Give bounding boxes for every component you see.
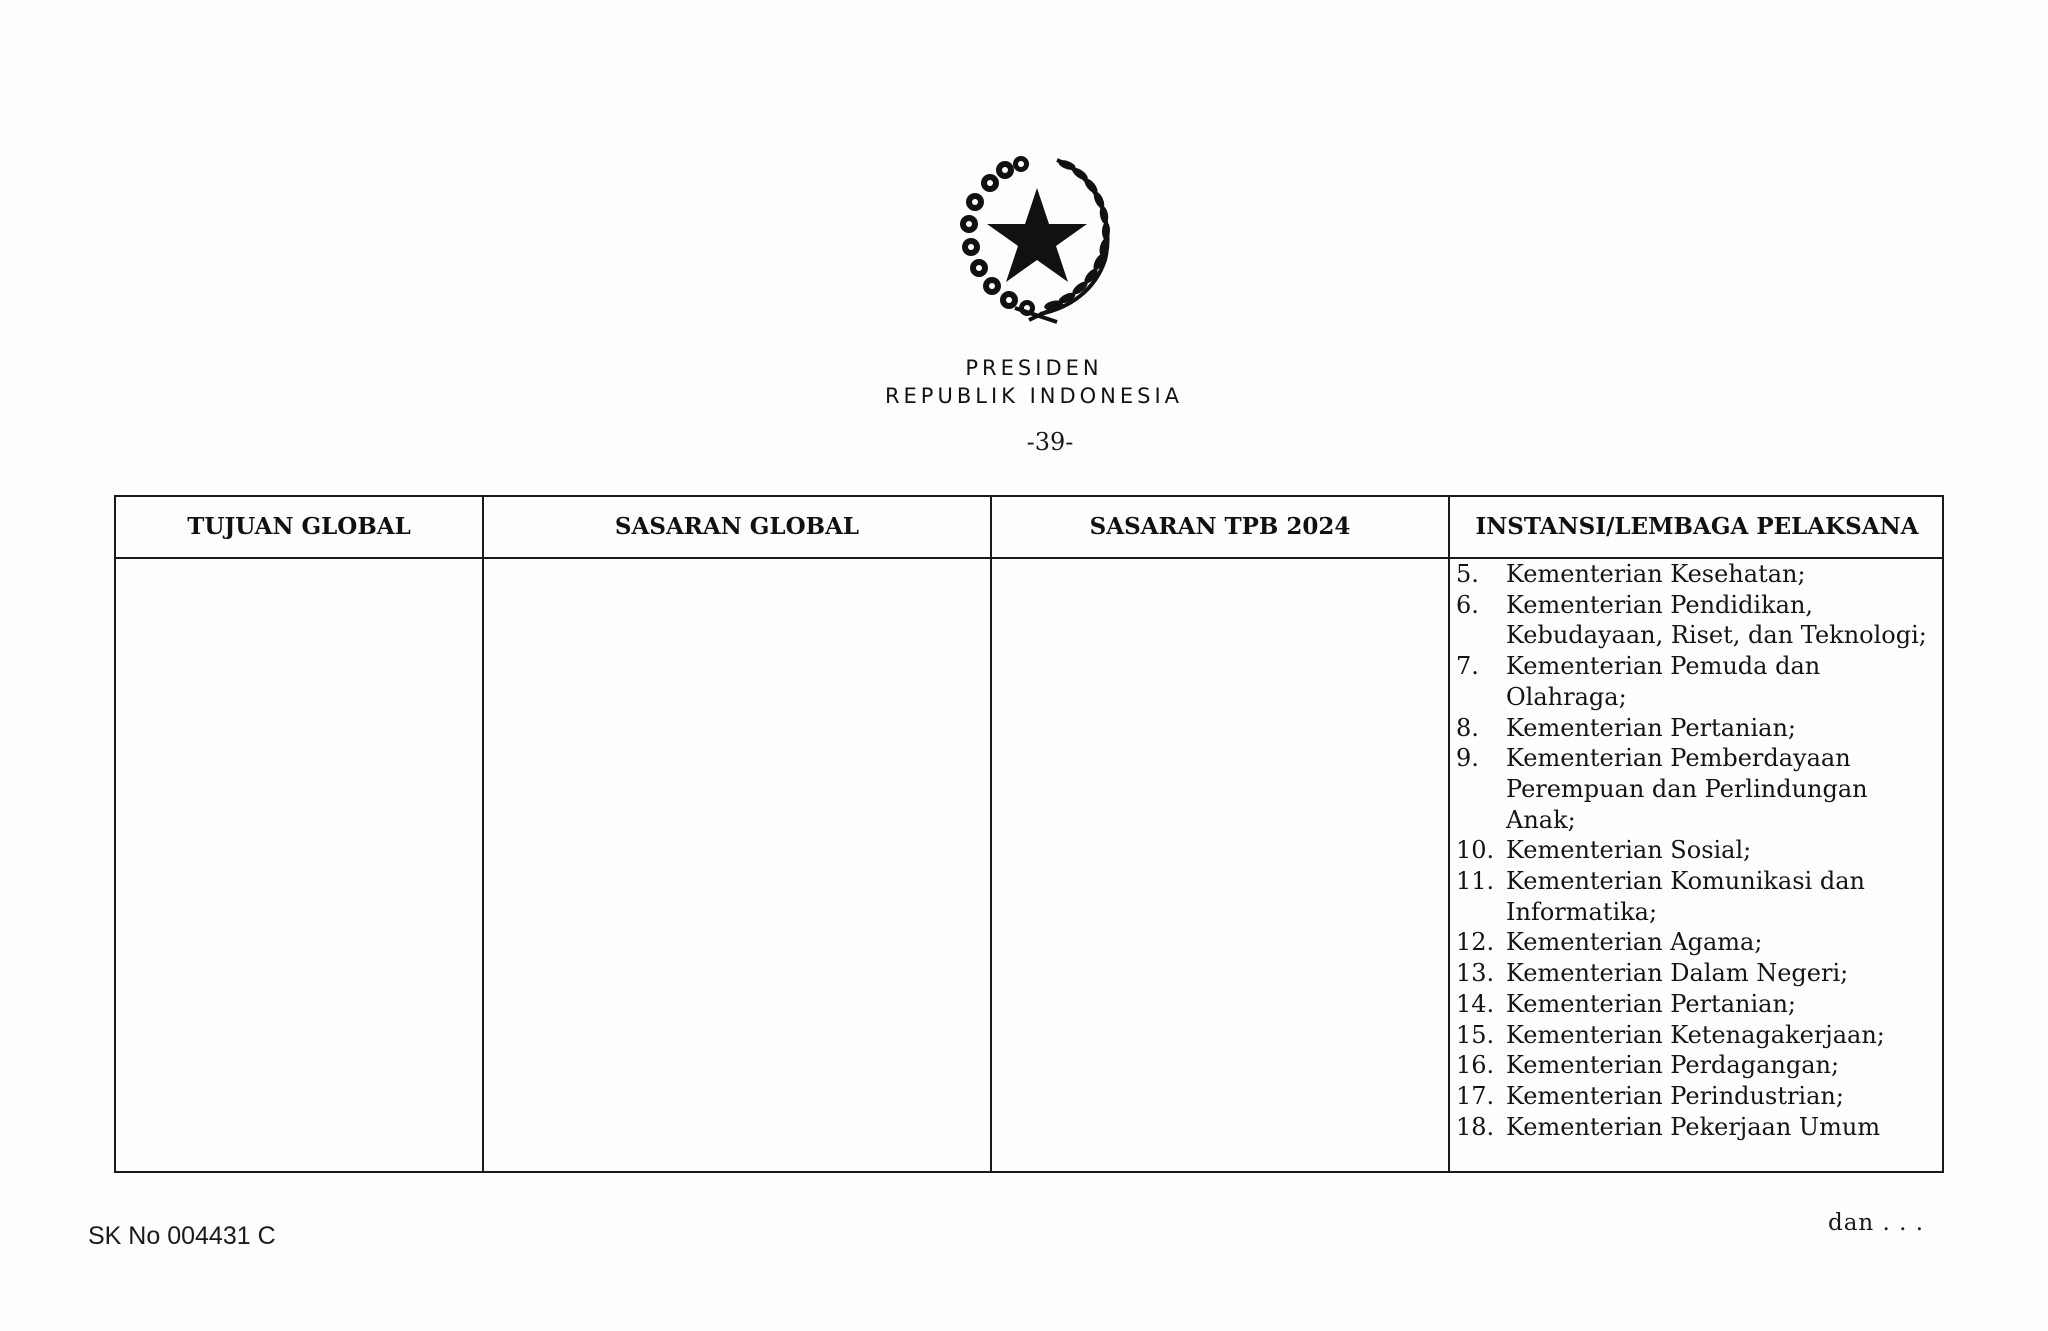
continuation-text: dan . . .: [1828, 1210, 1925, 1236]
item-text: Kementerian Perdagangan;: [1506, 1051, 1840, 1080]
item-text: Kementerian Dalam Negeri;: [1506, 959, 1849, 988]
list-item: [1456, 989, 1936, 1020]
item-text: Kementerian Sosial;: [1506, 836, 1752, 865]
item-number: 8.: [1456, 713, 1479, 742]
item-text: Kementerian Pekerjaan Umum: [1506, 1112, 1881, 1141]
item-text: Kementerian Komunikasi dan Informatika;: [1506, 867, 1865, 926]
column-header-instansi: INSTANSI/LEMBAGA PELAKSANA: [1475, 513, 1919, 540]
agency-list: [1456, 559, 1936, 1142]
list-item: [1456, 590, 1936, 651]
list-item: [1456, 1050, 1936, 1081]
column-divider: [990, 497, 992, 1171]
item-text: Kementerian Pertanian;: [1506, 989, 1796, 1018]
item-number: 17.: [1456, 1081, 1495, 1110]
list-item: [1456, 1112, 1936, 1143]
list-item: [1456, 713, 1936, 744]
item-number: 11.: [1456, 867, 1495, 896]
item-number: 13.: [1456, 959, 1495, 988]
item-number: 15.: [1456, 1020, 1495, 1049]
item-text: Kementerian Pendidikan, Kebudayaan, Riset, dan Teknologi;: [1506, 590, 1927, 650]
column-divider: [482, 497, 484, 1171]
item-text: Kementerian Ketenagakerjaan;: [1506, 1020, 1885, 1049]
page-number: -39-: [1026, 428, 1074, 456]
item-text: Kementerian Perindustrian;: [1506, 1081, 1844, 1110]
list-item: [1456, 743, 1936, 835]
item-text: Kementerian Kesehatan;: [1506, 560, 1806, 588]
item-number: 9.: [1456, 744, 1479, 773]
column-header-sasaran-tpb: SASARAN TPB 2024: [1089, 513, 1351, 540]
list-item: [1456, 1020, 1936, 1051]
item-number: 12.: [1456, 928, 1495, 957]
item-number: 18.: [1456, 1112, 1495, 1141]
list-item: [1456, 1081, 1936, 1112]
item-number: 5.: [1456, 560, 1479, 588]
item-number: 14.: [1456, 989, 1495, 1018]
column-header-sasaran-global: SASARAN GLOBAL: [614, 513, 860, 540]
item-text: Kementerian Pertanian;: [1506, 713, 1796, 742]
list-item: [1456, 651, 1936, 712]
item-number: 16.: [1456, 1051, 1495, 1080]
header-title: PRESIDEN: [965, 356, 1103, 380]
presidential-seal-icon: [945, 150, 1125, 330]
data-table: [114, 495, 1944, 1173]
item-text: Kementerian Pemuda dan Olahraga;: [1506, 652, 1821, 711]
list-item: [1456, 958, 1936, 989]
list-item: [1456, 835, 1936, 866]
header-subtitle: REPUBLIK INDONESIA: [884, 384, 1184, 408]
item-text: Kementerian Agama;: [1506, 928, 1763, 957]
item-number: 7.: [1456, 652, 1479, 681]
column-header-tujuan-global: TUJUAN GLOBAL: [187, 513, 411, 540]
list-item: [1456, 866, 1936, 927]
table-header-row: [116, 497, 1942, 559]
column-divider: [1448, 497, 1450, 1171]
document-reference-number: SK No 004431 C: [88, 1222, 276, 1250]
list-item: [1456, 559, 1936, 590]
item-number: 10.: [1456, 836, 1495, 865]
list-item: [1456, 927, 1936, 958]
item-text: Kementerian Pemberdayaan Perempuan dan Perlindungan Anak;: [1506, 744, 1868, 834]
item-number: 6.: [1456, 590, 1479, 619]
